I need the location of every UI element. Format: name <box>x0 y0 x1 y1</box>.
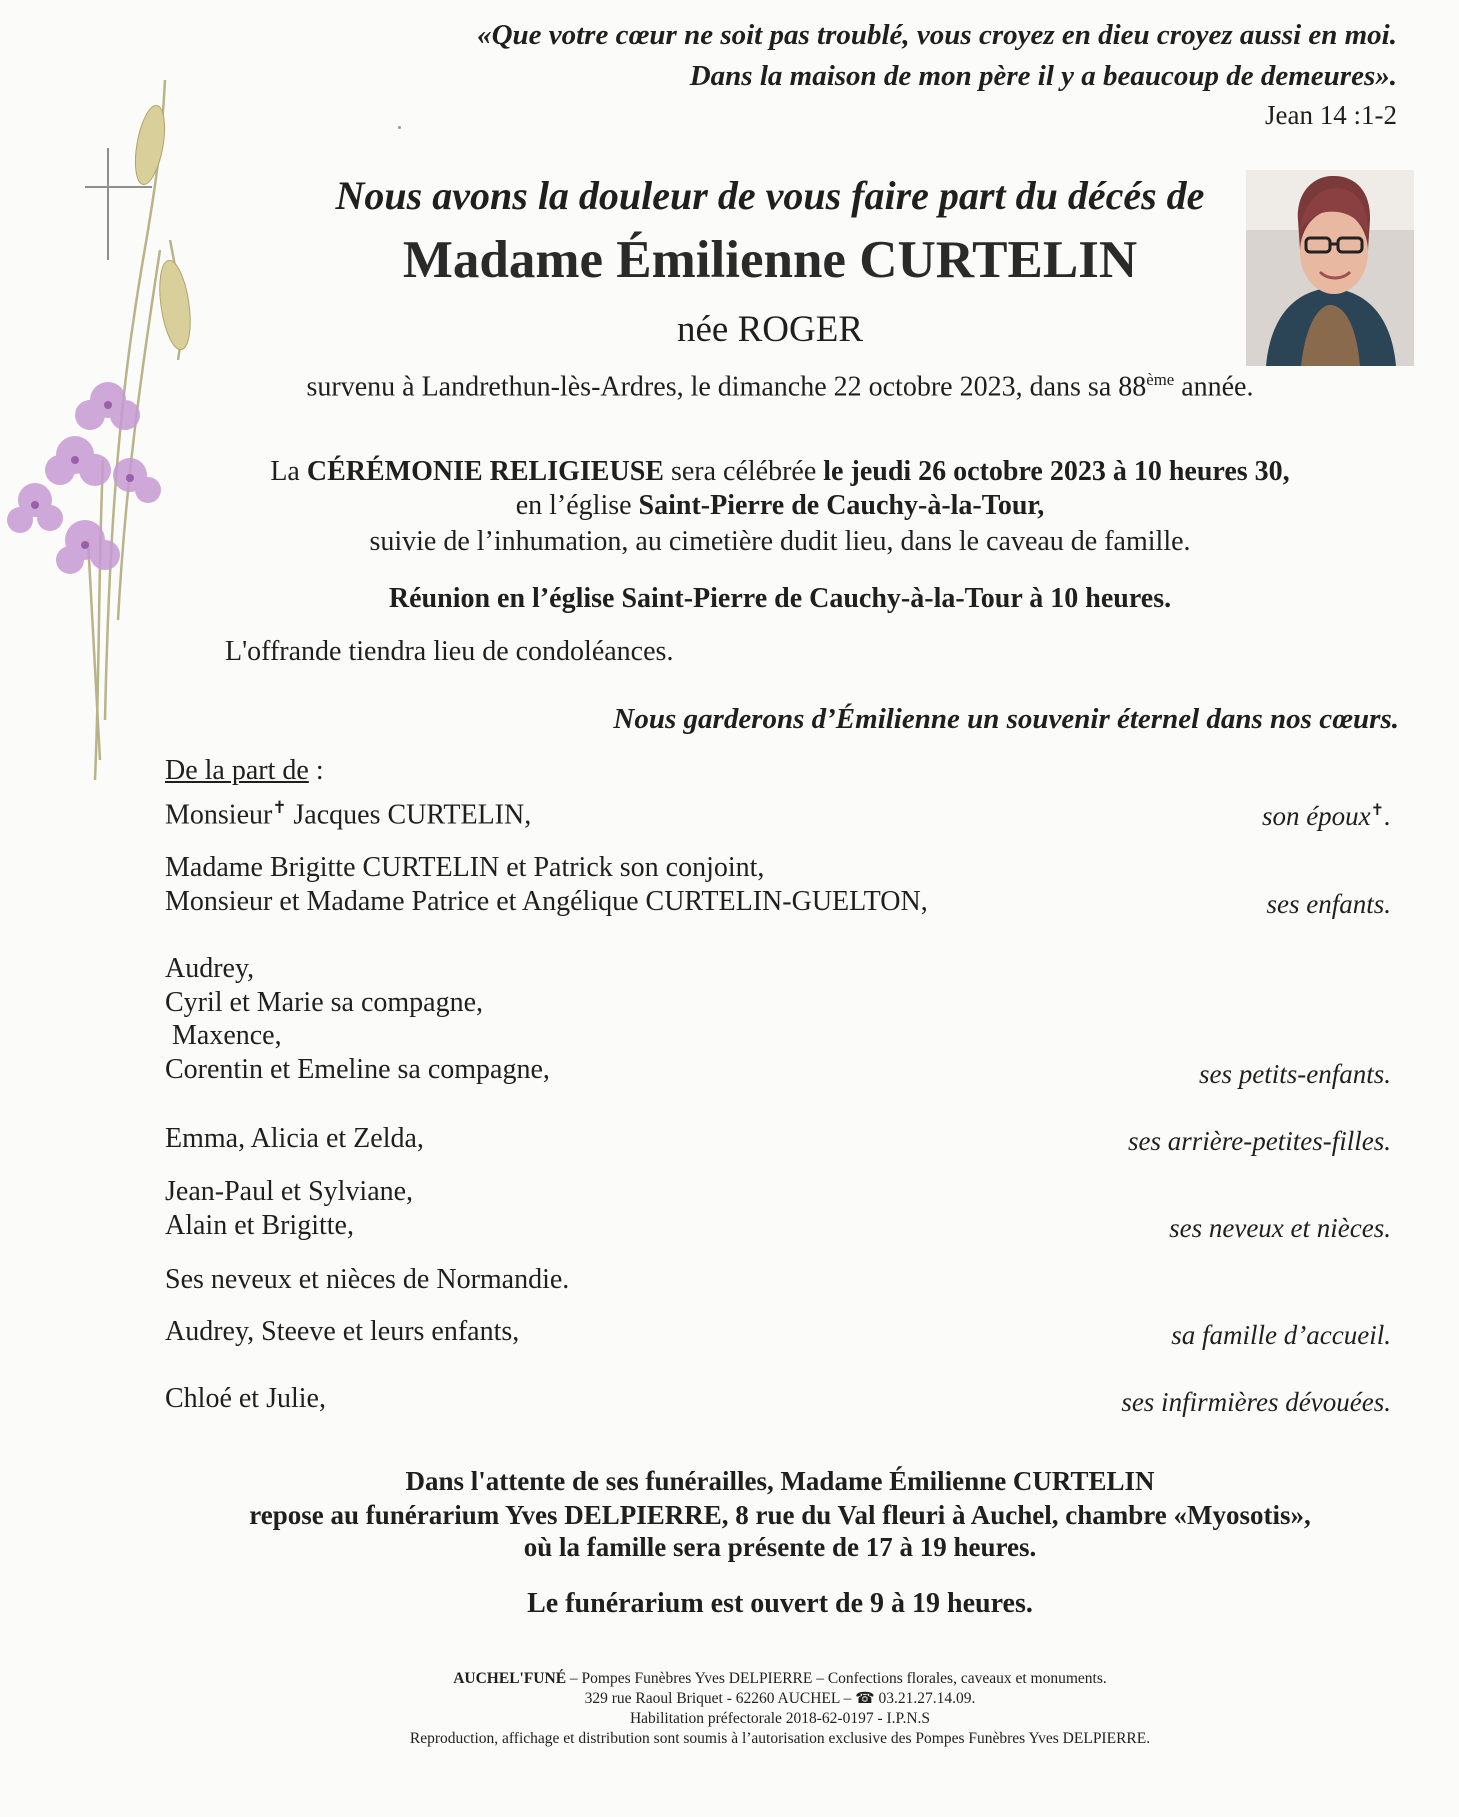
family-intro: De la part de : <box>165 755 324 786</box>
footer-line-1: AUCHEL'FUNÉ – Pompes Funèbres Yves DELPIERRE – Confections florales, caveaux et monuments. <box>453 1670 1107 1687</box>
deceased-details: survenu à Landrethun-lès-Ardres, le dimanche 22 octobre 2023, dans sa 88ème année. <box>306 370 1254 403</box>
offering-note: L'offrande tiendra lieu de condoléances. <box>225 636 674 667</box>
spouse-name: Monsieur✝ Jacques CURTELIN, <box>165 798 532 831</box>
ceremony-line-1: La CÉRÉMONIE RELIGIEUSE sera célébrée le jeudi 26 octobre 2023 à 10 heures 30, <box>270 456 1290 487</box>
nurses: Chloé et Julie, <box>165 1383 326 1414</box>
bible-quote-line-1: «Que votre cœur ne soit pas troublé, vous croyez en dieu croyez aussi en moi. <box>477 19 1397 51</box>
normandie-relatives: Ses neveux et nièces de Normandie. <box>165 1264 570 1295</box>
funeral-home-line-1: Dans l'attente de ses funérailles, Madame Émilienne CURTELIN <box>405 1466 1155 1496</box>
footer-line-4: Reproduction, affichage et distribution sont soumis à l’autorisation exclusive des Pompes Funèbres Yves DELPIERRE. <box>409 1730 1151 1747</box>
ceremony-line-2: en l’église Saint-Pierre de Cauchy-à-la-Tour, <box>515 490 1045 521</box>
funeral-home-line-3: où la famille sera présente de 17 à 19 heures. <box>523 1532 1037 1562</box>
meeting-info: Réunion en l’église Saint-Pierre de Cauchy-à-la-Tour à 10 heures. <box>388 583 1172 614</box>
nephews-relation: ses neveux et nièces. <box>1169 1213 1391 1243</box>
memory-message: Nous garderons d’Émilienne un souvenir éternel dans nos cœurs. <box>613 703 1399 735</box>
great-grandchildren-relation: ses arrière-petites-filles. <box>1128 1126 1391 1156</box>
cross-icon: ✝ <box>1370 801 1385 819</box>
nephew-line-2: Alain et Brigitte, <box>165 1210 354 1241</box>
grandchild-line-4: Corentin et Emeline sa compagne, <box>165 1054 550 1085</box>
spouse-relation: son époux✝. <box>1261 801 1391 831</box>
bible-quote-line-2: Dans la maison de mon père il y a beaucoup de demeures». <box>689 60 1397 92</box>
nurses-relation: ses infirmières dévouées. <box>1121 1387 1391 1417</box>
announcement-text: Nous avons la douleur de vous faire part du décés de <box>335 173 1205 218</box>
grandchildren-relation: ses petits-enfants. <box>1199 1059 1391 1089</box>
great-grandchildren: Emma, Alicia et Zelda, <box>165 1123 424 1154</box>
deceased-name: Madame Émilienne CURTELIN <box>402 231 1138 289</box>
deceased-portrait <box>1246 170 1414 366</box>
birth-name: née ROGER <box>677 309 863 350</box>
footer-line-3: Habilitation préfectorale 2018-62-0197 - I.P.N.S <box>629 1710 931 1727</box>
cross-icon: ✝ <box>272 798 287 817</box>
children-line-2: Monsieur et Madame Patrice et Angélique CURTELIN-GUELTON, <box>165 886 928 917</box>
grandchild-line-3: Maxence, <box>172 1020 282 1051</box>
bible-reference: Jean 14 :1-2 <box>1265 100 1397 130</box>
funeral-home-line-2: repose au funérarium Yves DELPIERRE, 8 rue du Val fleuri à Auchel, chambre «Myosotis», <box>249 1500 1311 1530</box>
host-family: Audrey, Steeve et leurs enfants, <box>165 1316 520 1347</box>
stray-dot <box>398 126 401 129</box>
nephew-line-1: Jean-Paul et Sylviane, <box>165 1176 414 1207</box>
funeral-home-hours: Le funérarium est ouvert de 9 à 19 heures. <box>527 1588 1033 1619</box>
phone-icon: ☎ <box>855 1690 875 1707</box>
footer-line-2: 329 rue Raoul Briquet - 62260 AUCHEL – ☎ 03.21.27.14.09. <box>584 1690 976 1707</box>
grandchild-line-2: Cyril et Marie sa compagne, <box>165 987 484 1018</box>
children-relation: ses enfants. <box>1266 889 1391 919</box>
children-line-1: Madame Brigitte CURTELIN et Patrick son conjoint, <box>165 852 765 883</box>
ceremony-line-3: suivie de l’inhumation, au cimetière dudit lieu, dans le caveau de famille. <box>369 526 1191 557</box>
host-family-relation: sa famille d’accueil. <box>1171 1320 1391 1350</box>
grandchild-line-1: Audrey, <box>165 953 255 984</box>
